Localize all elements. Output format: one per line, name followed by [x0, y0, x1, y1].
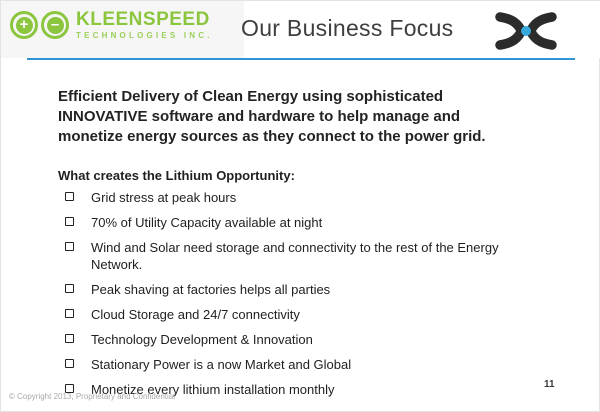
battery-plus-icon — [10, 11, 38, 39]
bullet-list — [65, 189, 543, 406]
page-title: Our Business Focus — [241, 15, 454, 41]
intro-line: Efficient Delivery of Clean Energy using sophisticated — [58, 88, 444, 105]
list-heading: What creates the Lithium Opportunity: — [58, 168, 295, 183]
intro-paragraph — [58, 87, 563, 147]
list-item-text: Peak shaving at factories helps all parties — [91, 282, 331, 297]
intro-line: monetize energy sources as they connect to the power grid. — [58, 128, 486, 145]
list-item-text: Technology Development & Innovation — [91, 332, 313, 347]
kleenspeed-logo — [10, 10, 213, 40]
list-item-text: 70% of Utility Capacity available at night — [91, 215, 323, 230]
brand-subtitle: TECHNOLOGIES INC. — [76, 31, 213, 40]
battery-minus-icon — [41, 11, 69, 39]
slide-header — [1, 1, 600, 58]
brand-text — [76, 10, 213, 40]
brand-name: KLEENSPEED — [76, 9, 210, 30]
list-item — [65, 239, 543, 273]
minus-symbol: – — [47, 17, 64, 34]
list-item — [65, 356, 543, 373]
header-divider-line — [27, 58, 575, 60]
checkbox-bullet-icon — [65, 284, 74, 293]
plus-symbol: + — [16, 17, 33, 34]
list-item — [65, 189, 543, 206]
checkbox-bullet-icon — [65, 309, 74, 318]
list-item — [65, 214, 543, 231]
list-item-text: Monetize every lithium installation monthly — [91, 382, 335, 397]
list-item-text: Stationary Power is a now Market and Global — [91, 357, 352, 372]
page-number: 11 — [544, 379, 555, 390]
checkbox-bullet-icon — [65, 217, 74, 226]
checkbox-bullet-icon — [65, 242, 74, 251]
intro-line: INNOVATIVE software and hardware to help manage and — [58, 108, 461, 125]
list-item-text: Grid stress at peak hours — [91, 190, 237, 205]
checkbox-bullet-icon — [65, 359, 74, 368]
list-item — [65, 331, 543, 348]
list-item — [65, 306, 543, 323]
checkbox-bullet-icon — [65, 192, 74, 201]
battery-terminal-icons — [10, 11, 69, 39]
copyright-text: © Copyright 2013, Proprietary and Confidential — [9, 392, 175, 401]
list-item-text: Wind and Solar need storage and connectivity to the rest of the Energy Network. — [91, 240, 499, 272]
list-item — [65, 281, 543, 298]
checkbox-bullet-icon — [65, 334, 74, 343]
list-item-text: Cloud Storage and 24/7 connectivity — [91, 307, 300, 322]
x-dot-logo-icon — [489, 10, 563, 52]
